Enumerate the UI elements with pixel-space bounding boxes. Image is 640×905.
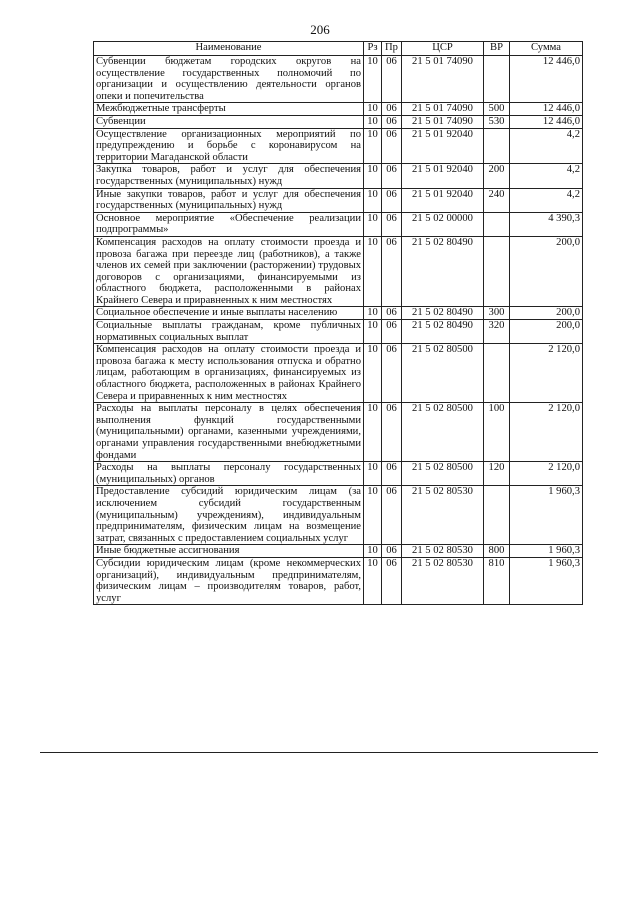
row-sum: 4,2 bbox=[510, 164, 583, 188]
row-sum: 4,2 bbox=[510, 128, 583, 164]
table-row bbox=[94, 307, 583, 320]
row-vr: 200 bbox=[484, 164, 510, 188]
row-vr: 810 bbox=[484, 557, 510, 604]
row-pr: 06 bbox=[382, 188, 402, 212]
header-rz: Рз bbox=[364, 42, 382, 56]
table-header-row bbox=[94, 42, 583, 56]
header-sum: Сумма bbox=[510, 42, 583, 56]
table-row bbox=[94, 188, 583, 212]
row-pr: 06 bbox=[382, 115, 402, 128]
row-name: Закупка товаров, работ и услуг для обеспечения государственных (муниципальных) нужд bbox=[94, 164, 364, 188]
row-rz: 10 bbox=[364, 236, 382, 307]
table-row bbox=[94, 545, 583, 558]
row-sum: 200,0 bbox=[510, 320, 583, 344]
row-csr: 21 5 02 00000 bbox=[402, 212, 484, 236]
row-vr: 300 bbox=[484, 307, 510, 320]
row-name: Компенсация расходов на оплату стоимости проезда и провоза багажа при переезде лиц (работников), а также членов их семей при заключении (расторжении) трудовых договоров с организациями, финансируемыми из областного бюджета, расположенными в районах Крайнего Севера и приравненных к ним местностях bbox=[94, 236, 364, 307]
row-rz: 10 bbox=[364, 128, 382, 164]
row-vr bbox=[484, 236, 510, 307]
row-vr: 240 bbox=[484, 188, 510, 212]
row-pr: 06 bbox=[382, 128, 402, 164]
row-pr: 06 bbox=[382, 320, 402, 344]
row-name: Иные закупки товаров, работ и услуг для обеспечения государственных (муниципальных) нужд bbox=[94, 188, 364, 212]
row-vr bbox=[484, 56, 510, 103]
row-vr bbox=[484, 212, 510, 236]
row-rz: 10 bbox=[364, 486, 382, 545]
row-vr: 320 bbox=[484, 320, 510, 344]
row-name: Основное мероприятие «Обеспечение реализации подпрограммы» bbox=[94, 212, 364, 236]
row-csr: 21 5 02 80490 bbox=[402, 236, 484, 307]
row-csr: 21 5 02 80490 bbox=[402, 320, 484, 344]
row-name: Расходы на выплаты персоналу государственных (муниципальных) органов bbox=[94, 462, 364, 486]
row-name: Субвенции бюджетам городских округов на осуществление государственных полномочий по организации и осуществлению деятельности органов опеки и попечительства bbox=[94, 56, 364, 103]
row-rz: 10 bbox=[364, 56, 382, 103]
row-name: Межбюджетные трансферты bbox=[94, 103, 364, 116]
row-pr: 06 bbox=[382, 462, 402, 486]
table-row bbox=[94, 115, 583, 128]
bottom-divider bbox=[40, 752, 598, 753]
row-csr: 21 5 02 80530 bbox=[402, 545, 484, 558]
table-row bbox=[94, 344, 583, 403]
row-csr: 21 5 02 80490 bbox=[402, 307, 484, 320]
header-vr: ВР bbox=[484, 42, 510, 56]
row-vr: 530 bbox=[484, 115, 510, 128]
row-name: Социальное обеспечение и иные выплаты населению bbox=[94, 307, 364, 320]
row-csr: 21 5 02 80500 bbox=[402, 403, 484, 462]
row-rz: 10 bbox=[364, 212, 382, 236]
page-number: 206 bbox=[310, 22, 330, 37]
row-csr: 21 5 02 80500 bbox=[402, 462, 484, 486]
row-csr: 21 5 02 80500 bbox=[402, 344, 484, 403]
row-rz: 10 bbox=[364, 103, 382, 116]
budget-table bbox=[93, 41, 583, 605]
row-rz: 10 bbox=[364, 164, 382, 188]
row-csr: 21 5 02 80530 bbox=[402, 486, 484, 545]
row-sum: 1 960,3 bbox=[510, 545, 583, 558]
row-csr: 21 5 01 92040 bbox=[402, 128, 484, 164]
row-name: Осуществление организационных мероприятий по предупреждению и борьбе с коронавирусом на территории Магаданской области bbox=[94, 128, 364, 164]
row-rz: 10 bbox=[364, 307, 382, 320]
row-sum: 2 120,0 bbox=[510, 403, 583, 462]
row-sum: 200,0 bbox=[510, 307, 583, 320]
row-rz: 10 bbox=[364, 115, 382, 128]
row-sum: 4 390,3 bbox=[510, 212, 583, 236]
row-csr: 21 5 01 92040 bbox=[402, 164, 484, 188]
row-sum: 2 120,0 bbox=[510, 344, 583, 403]
row-vr: 100 bbox=[484, 403, 510, 462]
row-rz: 10 bbox=[364, 403, 382, 462]
table-row bbox=[94, 128, 583, 164]
table-row bbox=[94, 212, 583, 236]
table-row bbox=[94, 462, 583, 486]
row-sum: 2 120,0 bbox=[510, 462, 583, 486]
table-row bbox=[94, 164, 583, 188]
row-pr: 06 bbox=[382, 103, 402, 116]
row-name: Компенсация расходов на оплату стоимости проезда и провоза багажа к месту использования отпуска и обратно лицам, работающим в организациях, финансируемых из областного бюджета, расположенных в районах Крайнего Севера и приравненных к ним местностях bbox=[94, 344, 364, 403]
row-vr: 120 bbox=[484, 462, 510, 486]
row-pr: 06 bbox=[382, 56, 402, 103]
row-sum: 1 960,3 bbox=[510, 486, 583, 545]
row-rz: 10 bbox=[364, 344, 382, 403]
row-pr: 06 bbox=[382, 486, 402, 545]
row-name: Социальные выплаты гражданам, кроме публичных нормативных социальных выплат bbox=[94, 320, 364, 344]
row-vr: 500 bbox=[484, 103, 510, 116]
row-pr: 06 bbox=[382, 545, 402, 558]
row-sum: 1 960,3 bbox=[510, 557, 583, 604]
row-name: Иные бюджетные ассигнования bbox=[94, 545, 364, 558]
row-vr bbox=[484, 128, 510, 164]
row-sum: 4,2 bbox=[510, 188, 583, 212]
table-row bbox=[94, 103, 583, 116]
row-pr: 06 bbox=[382, 164, 402, 188]
row-name: Субвенции bbox=[94, 115, 364, 128]
row-rz: 10 bbox=[364, 545, 382, 558]
row-pr: 06 bbox=[382, 307, 402, 320]
row-sum: 200,0 bbox=[510, 236, 583, 307]
row-name: Субсидии юридическим лицам (кроме некоммерческих организаций), индивидуальным предпринимателям, физическим лицам – производителям товаров, работ, услуг bbox=[94, 557, 364, 604]
table-body bbox=[94, 56, 583, 605]
row-csr: 21 5 01 74090 bbox=[402, 115, 484, 128]
header-csr: ЦСР bbox=[402, 42, 484, 56]
table-row bbox=[94, 236, 583, 307]
row-vr bbox=[484, 486, 510, 545]
row-name: Расходы на выплаты персоналу в целях обеспечения выполнения функций государственными (муниципальными) органами, казенными учреждениями, органами управления государственными внебюджетными фондами bbox=[94, 403, 364, 462]
row-rz: 10 bbox=[364, 320, 382, 344]
row-pr: 06 bbox=[382, 557, 402, 604]
row-pr: 06 bbox=[382, 403, 402, 462]
row-csr: 21 5 01 74090 bbox=[402, 56, 484, 103]
row-vr bbox=[484, 344, 510, 403]
row-rz: 10 bbox=[364, 557, 382, 604]
row-sum: 12 446,0 bbox=[510, 115, 583, 128]
row-rz: 10 bbox=[364, 188, 382, 212]
row-rz: 10 bbox=[364, 462, 382, 486]
table-row bbox=[94, 486, 583, 545]
table-row bbox=[94, 403, 583, 462]
row-pr: 06 bbox=[382, 344, 402, 403]
header-pr: Пр bbox=[382, 42, 402, 56]
row-csr: 21 5 01 92040 bbox=[402, 188, 484, 212]
row-sum: 12 446,0 bbox=[510, 103, 583, 116]
table-row bbox=[94, 557, 583, 604]
row-pr: 06 bbox=[382, 236, 402, 307]
table-row bbox=[94, 56, 583, 103]
row-csr: 21 5 02 80530 bbox=[402, 557, 484, 604]
header-name: Наименование bbox=[94, 42, 364, 56]
row-csr: 21 5 01 74090 bbox=[402, 103, 484, 116]
row-sum: 12 446,0 bbox=[510, 56, 583, 103]
row-name: Предоставление субсидий юридическим лицам (за исключением субсидий государственным (муниципальным) учреждениям), индивидуальным предпринимателям, физическим лицам на возмещение затрат, связанных с предоставлением социальных услуг bbox=[94, 486, 364, 545]
row-pr: 06 bbox=[382, 212, 402, 236]
table-row bbox=[94, 320, 583, 344]
row-vr: 800 bbox=[484, 545, 510, 558]
